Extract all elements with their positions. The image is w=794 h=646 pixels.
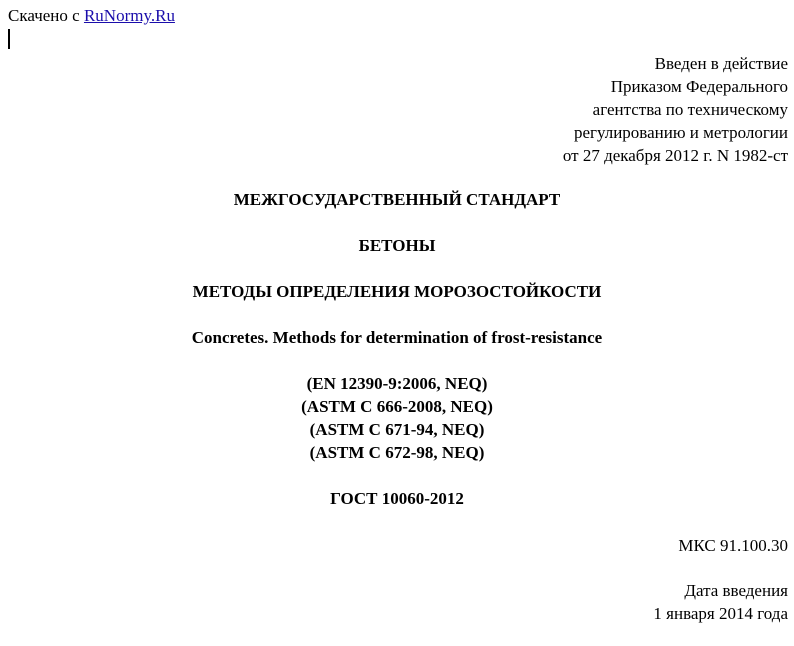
introduction-date: 1 января 2014 года bbox=[653, 604, 788, 623]
approval-line: Приказом Федерального bbox=[610, 77, 788, 96]
mks-code: МКС 91.100.30 bbox=[678, 536, 788, 555]
approval-line: регулированию и метрологии bbox=[573, 123, 788, 142]
references-block bbox=[0, 372, 794, 464]
source-prefix: Скачено с bbox=[8, 6, 80, 25]
text-cursor bbox=[8, 29, 10, 49]
introduction-label: Дата введения bbox=[684, 581, 788, 600]
approval-line: от 27 декабря 2012 г. N 1982-ст bbox=[562, 146, 788, 165]
source-line bbox=[8, 6, 175, 26]
standard-subject: БЕТОНЫ bbox=[358, 236, 436, 255]
gost-number: ГОСТ 10060-2012 bbox=[330, 489, 464, 508]
introduction-date-block bbox=[653, 579, 788, 625]
reference-line: (EN 12390-9:2006, NEQ) bbox=[306, 374, 488, 393]
source-link[interactable]: RuNormy.Ru bbox=[83, 6, 175, 25]
standard-title-en: Concretes. Methods for determination of frost-resistance bbox=[191, 328, 603, 347]
approval-block bbox=[563, 52, 788, 167]
standard-title: МЕТОДЫ ОПРЕДЕЛЕНИЯ МОРОЗОСТОЙКОСТИ bbox=[192, 282, 602, 301]
approval-line: Введен в действие bbox=[654, 54, 788, 73]
approval-line: агентства по техническому bbox=[592, 100, 788, 119]
reference-line: (ASTM C 671-94, NEQ) bbox=[309, 420, 485, 439]
standard-type: МЕЖГОСУДАРСТВЕННЫЙ СТАНДАРТ bbox=[233, 190, 561, 209]
reference-line: (ASTM C 672-98, NEQ) bbox=[309, 443, 485, 462]
reference-line: (ASTM C 666-2008, NEQ) bbox=[301, 397, 493, 416]
